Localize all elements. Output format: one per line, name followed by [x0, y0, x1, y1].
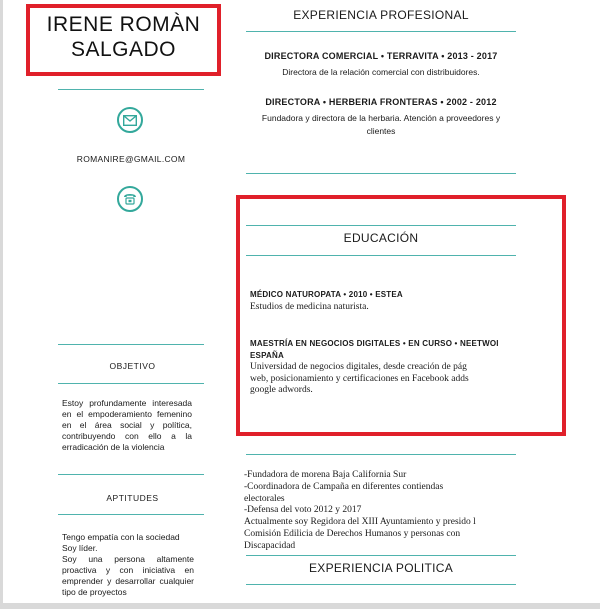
- divider: [246, 31, 516, 32]
- name-line-1: IRENE ROMÀN: [46, 13, 201, 36]
- email-text[interactable]: ROMANIRE@GMAIL.COM: [76, 154, 186, 164]
- experience-title: EXPERIENCIA PROFESIONAL: [293, 8, 469, 22]
- education-description-line: web, posicionamiento y certificaciones en Facebook adds: [250, 373, 469, 384]
- divider: [58, 514, 204, 515]
- page-edge-left: [0, 0, 3, 609]
- education-description-line: Universidad de negocios digitales, desde creación de pág: [250, 362, 467, 372]
- political-line: -Fundadora de morena Baja California Sur: [244, 470, 407, 480]
- job-description: Directora de la relación comercial con distribuidores.: [282, 67, 480, 77]
- political-line: Comisión Edilicia de Derechos Humanos y personas con: [244, 528, 461, 539]
- political-line: -Defensa del voto 2012 y 2017: [244, 505, 362, 516]
- divider: [246, 454, 516, 455]
- name-line-2: SALGADO: [70, 38, 177, 61]
- objective-text: Estoy profundamente interesada en el empoderamiento femenino en el área social y política, contribuyendo con ello a la erradicación de la violencia: [62, 398, 192, 452]
- divider: [58, 89, 204, 90]
- email-icon-circle: [117, 107, 143, 133]
- education-item-title: MÉDICO NATUROPATA • 2010 • ESTEA: [250, 290, 403, 299]
- divider: [246, 225, 516, 226]
- envelope-icon: [123, 115, 137, 126]
- job-title: DIRECTORA • HERBERIA FRONTERAS • 2002 - 2012: [265, 97, 497, 107]
- skills-title: APTITUDES: [106, 493, 159, 503]
- divider: [58, 474, 204, 475]
- political-line: Actualmente soy Regidora del XIII Ayuntamiento y presido l: [244, 517, 476, 528]
- page-edge-bottom: [0, 603, 600, 609]
- divider: [246, 173, 516, 174]
- phone-icon: [123, 193, 137, 205]
- profile-name: [30, 12, 217, 62]
- education-description-line: google adwords.: [250, 385, 313, 395]
- job-description-line: Fundadora y directora de la herbaria. Atención a proveedores y: [261, 113, 501, 123]
- education-item-description: Estudios de medicina naturista.: [250, 302, 369, 312]
- job-description-line: clientes: [366, 126, 396, 136]
- divider: [58, 383, 204, 384]
- objective-title: OBJETIVO: [109, 361, 156, 371]
- divider: [246, 255, 516, 256]
- political-list: [244, 470, 476, 553]
- job-title: DIRECTORA COMERCIAL • TERRAVITA • 2013 - 2017: [264, 51, 498, 61]
- political-line: Discapacidad: [244, 540, 296, 551]
- divider: [246, 584, 516, 585]
- divider: [58, 344, 204, 345]
- education-item-description: [250, 362, 469, 397]
- political-title: EXPERIENCIA POLITICA: [308, 561, 454, 575]
- skills-text: Soy una persona altamente proactiva y con iniciativa en emprender y desarrollar cualquier tipo de proyectos: [62, 554, 194, 597]
- job-description: [246, 112, 516, 138]
- divider: [246, 555, 516, 556]
- skills-line-1: Tengo empatía con la sociedad: [62, 532, 180, 542]
- education-item-title: ESPAÑA: [250, 351, 284, 360]
- political-line: -Coordinadora de Campaña en diferentes contiendas: [244, 481, 444, 492]
- education-title: EDUCACIÓN: [343, 231, 419, 245]
- education-item-title: MAESTRÍA EN NEGOCIOS DIGITALES • EN CURSO • NEETWOI: [250, 339, 499, 348]
- phone-icon-circle: [117, 186, 143, 212]
- political-line: electorales: [244, 493, 285, 504]
- skills-line-2: Soy líder.: [62, 543, 98, 553]
